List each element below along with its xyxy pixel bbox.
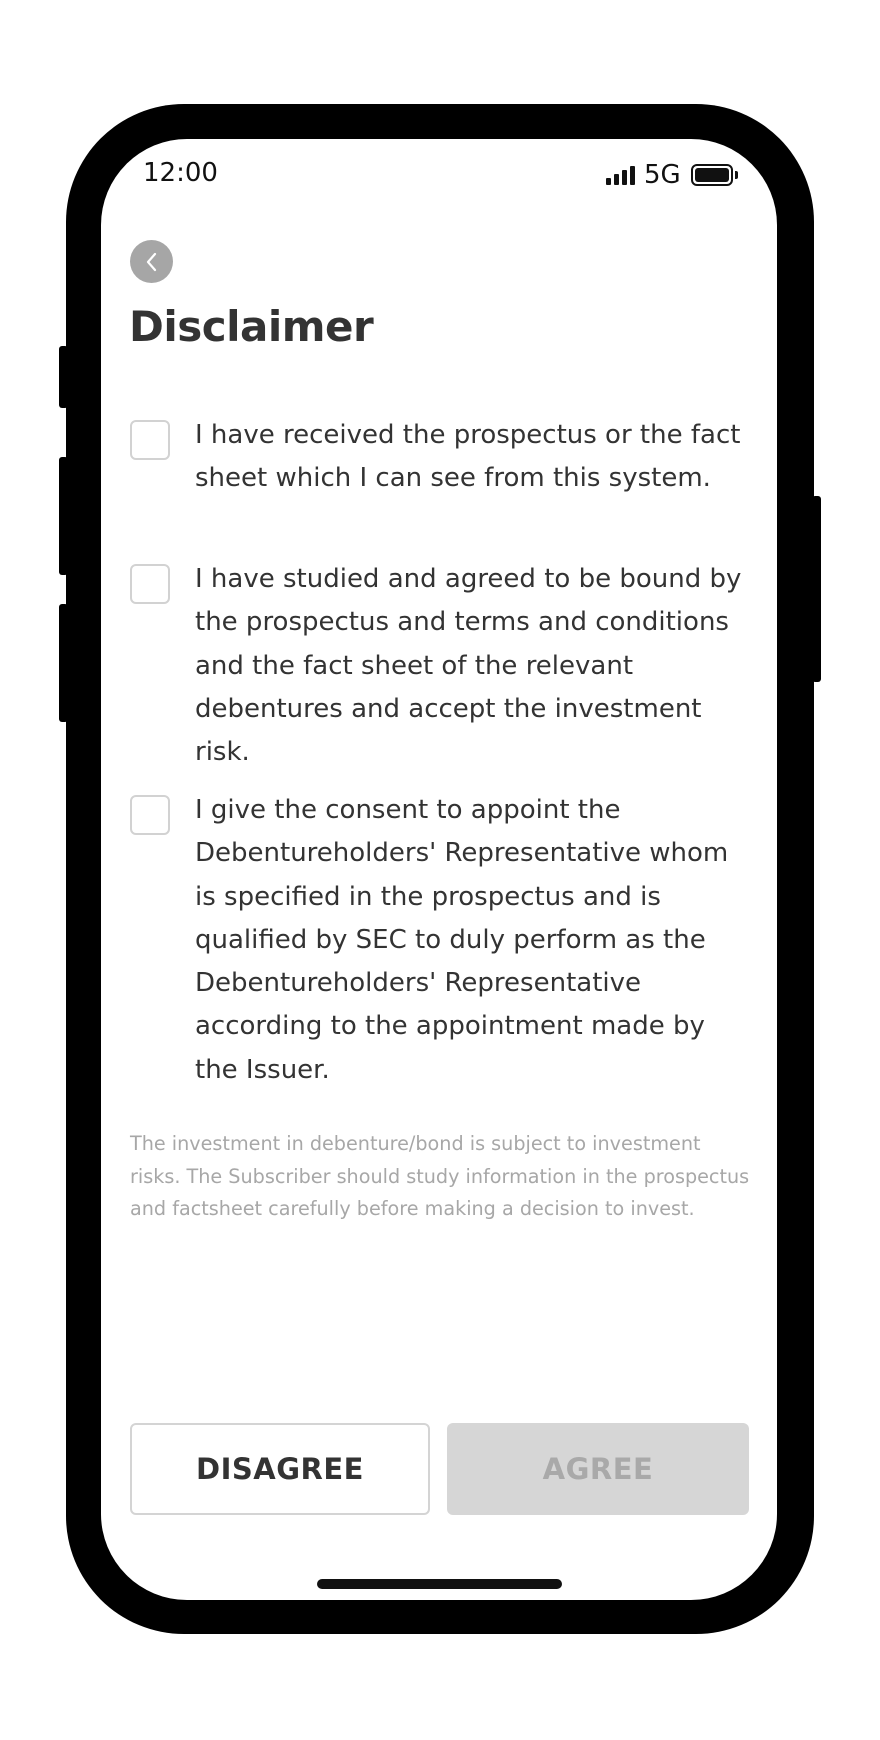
signal-icon [606,165,635,185]
checkbox[interactable] [130,420,170,460]
status-indicators [606,160,733,190]
network-label: 5G [644,160,681,190]
disagree-button[interactable]: DISAGREE [130,1423,430,1515]
battery-icon [691,164,733,186]
checklist-item-label: I give the consent to appoint the Debentureholders' Representative whom is specified in the prospectus and is qualified by SEC to duly perform as the Debentureholders' Representative according to the appointment made by the Issuer. [195,795,729,1085]
agree-button[interactable]: AGREE [447,1423,749,1515]
page-title: Disclaimer [129,302,374,351]
checklist-item-label: I have studied and agreed to be bound by the prospectus and terms and conditions and the fact sheet of the relevant debentures and accept the investment risk. [195,564,742,768]
home-indicator [317,1579,562,1589]
checklist-item-label: I have received the prospectus or the fact sheet which I can see from this system. [195,420,741,494]
risk-disclaimer-note: The investment in debenture/bond is subject to investment risks. The Subscriber should study information in the prospectus and factsheet carefully before making a decision to invest. [130,1132,750,1220]
status-time: 12:00 [143,158,218,188]
chevron-left-icon [142,250,162,274]
checkbox[interactable] [130,564,170,604]
back-button[interactable] [130,240,173,283]
checkbox[interactable] [130,795,170,835]
